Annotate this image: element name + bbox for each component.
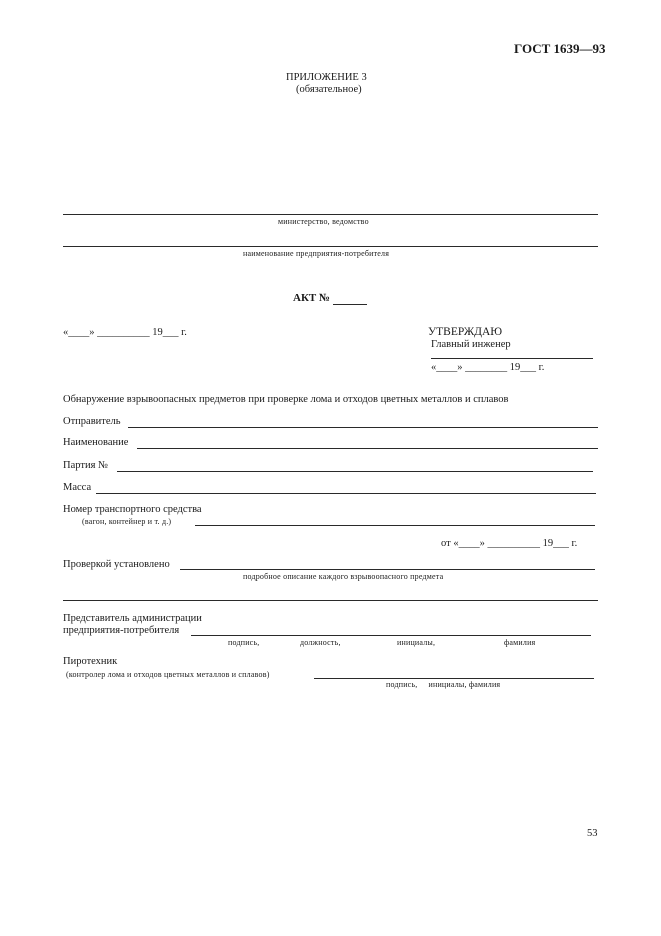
- batch-label: Партия №: [63, 460, 109, 471]
- ministry-line: [63, 214, 598, 215]
- ministry-caption: министерство, ведомство: [278, 217, 369, 226]
- appendix-subtitle: (обязательное): [296, 84, 362, 95]
- appendix-title: ПРИЛОЖЕНИЕ 3: [286, 72, 367, 83]
- sender-label: Отправитель: [63, 416, 121, 427]
- representative-cap-surname: фамилия: [504, 638, 536, 647]
- name-line: [137, 448, 598, 449]
- sender-line: [128, 427, 598, 428]
- transport-label: Номер транспортного средства: [63, 504, 202, 515]
- act-number-line: [333, 304, 367, 305]
- representative-label-1: Представитель администрации: [63, 613, 202, 624]
- established-line: [180, 569, 595, 570]
- representative-label-2: предприятия-потребителя: [63, 625, 180, 636]
- representative-cap-initials: инициалы,: [397, 638, 436, 647]
- from-date: от «____» __________ 19___ г.: [441, 538, 578, 549]
- batch-line: [117, 471, 593, 472]
- name-label: Наименование: [63, 437, 129, 448]
- act-title-text: АКТ №: [293, 292, 331, 304]
- representative-line: [191, 635, 591, 636]
- pyrotechnician-hint: (контролер лома и отходов цветных металлов и сплавов): [66, 670, 270, 679]
- page-number: 53: [587, 828, 598, 839]
- established-line-2: [63, 600, 598, 601]
- representative-cap-signature: подпись,: [228, 638, 260, 647]
- mass-label: Масса: [63, 482, 92, 493]
- enterprise-line: [63, 246, 598, 247]
- approval-signature-line: [431, 358, 593, 359]
- act-title: [293, 292, 330, 304]
- pyrotechnician-line: [314, 678, 594, 679]
- approval-title: УТВЕРЖДАЮ: [428, 326, 503, 338]
- transport-hint: (вагон, контейнер и т. д.): [82, 517, 172, 526]
- mass-line: [96, 493, 596, 494]
- pyrotechnician-label: Пиротехник: [63, 656, 118, 667]
- pyrotechnician-caption: подпись, инициалы, фамилия: [386, 680, 501, 689]
- act-subject: Обнаружение взрывоопасных предметов при проверке лома и отходов цветных металлов и сплавов: [63, 394, 509, 405]
- enterprise-caption: наименование предприятия-потребителя: [243, 249, 390, 258]
- approval-position: Главный инженер: [431, 339, 511, 350]
- established-caption: подробное описание каждого взрывоопасного предмета: [243, 572, 444, 581]
- approval-date: «____» ________ 19___ г.: [431, 362, 545, 373]
- transport-line: [195, 525, 595, 526]
- standard-code: ГОСТ 1639—93: [514, 41, 606, 56]
- established-label: Проверкой установлено: [63, 559, 170, 570]
- representative-cap-position: должность,: [300, 638, 341, 647]
- act-date: «____» __________ 19___ г.: [63, 327, 187, 338]
